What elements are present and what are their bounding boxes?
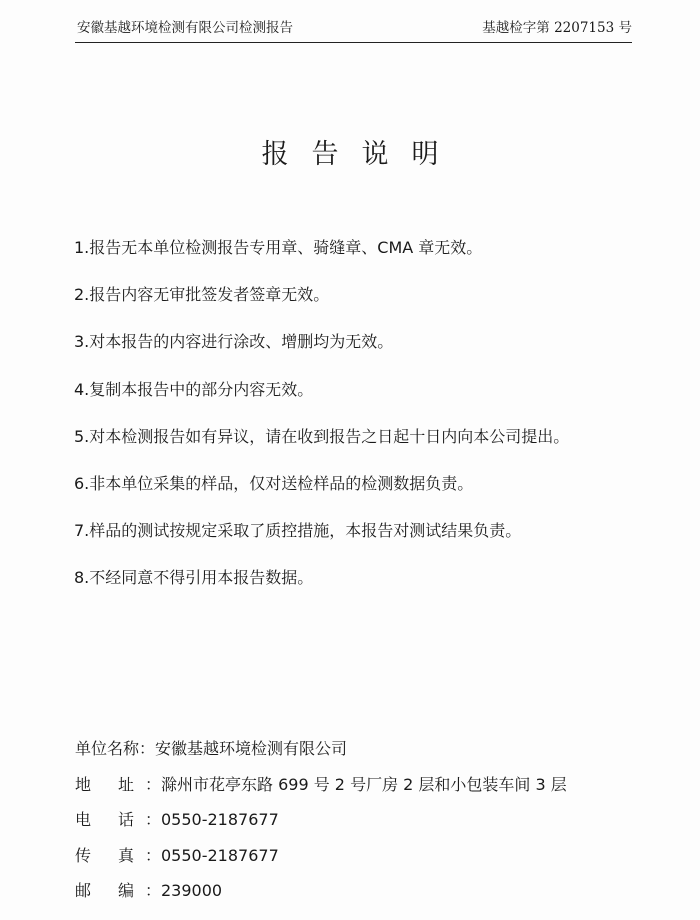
page-header — [75, 18, 632, 43]
phone-label: 电 话： — [75, 810, 161, 829]
phone-value: 0550-2187677 — [161, 810, 279, 829]
header-company: 安徽基越环境检测有限公司检测报告 — [77, 20, 293, 36]
address-label: 地 址： — [75, 774, 161, 794]
address-value: 滁州市花亭东路 699 号 2 号厂房 2 层和小包装车间 3 层 — [161, 774, 567, 794]
contact-company-row — [75, 734, 675, 770]
contact-phone-row — [75, 805, 675, 841]
contact-block — [75, 734, 675, 912]
contact-postcode-row — [75, 876, 675, 912]
company-value: 安徽基越环境检测有限公司 — [155, 739, 348, 758]
postcode-value: 239000 — [161, 881, 223, 900]
contact-fax-row — [75, 841, 675, 877]
fax-label: 传 真： — [75, 845, 161, 865]
notice-item-1: 1.报告无本单位检测报告专用章、骑缝章、CMA 章无效。 — [74, 238, 483, 257]
notice-item-6: 6.非本单位采集的样品，仅对送检样品的检测数据负责。 — [74, 473, 474, 493]
page-title: 报告说明 — [261, 139, 462, 170]
notice-item-2: 2.报告内容无审批签发者签章无效。 — [74, 285, 330, 305]
notice-item-3: 3.对本报告的内容进行涂改、增删均为无效。 — [74, 332, 394, 352]
notice-list — [74, 233, 674, 611]
postcode-label: 邮 编： — [75, 881, 161, 900]
header-report-number: 基越检字第 2207153 号 — [482, 20, 632, 36]
notice-item-7: 7.样品的测试按规定采取了质控措施，本报告对测试结果负责。 — [74, 521, 522, 541]
fax-value: 0550-2187677 — [161, 845, 279, 865]
notice-item-4: 4.复制本报告中的部分内容无效。 — [74, 379, 314, 399]
contact-address-row — [75, 770, 675, 806]
notice-item-5: 5.对本检测报告如有异议，请在收到报告之日起十日内向本公司提出。 — [74, 426, 570, 446]
company-label: 单位名称： — [75, 739, 156, 758]
notice-item-8: 8.不经同意不得引用本报告数据。 — [74, 568, 314, 588]
